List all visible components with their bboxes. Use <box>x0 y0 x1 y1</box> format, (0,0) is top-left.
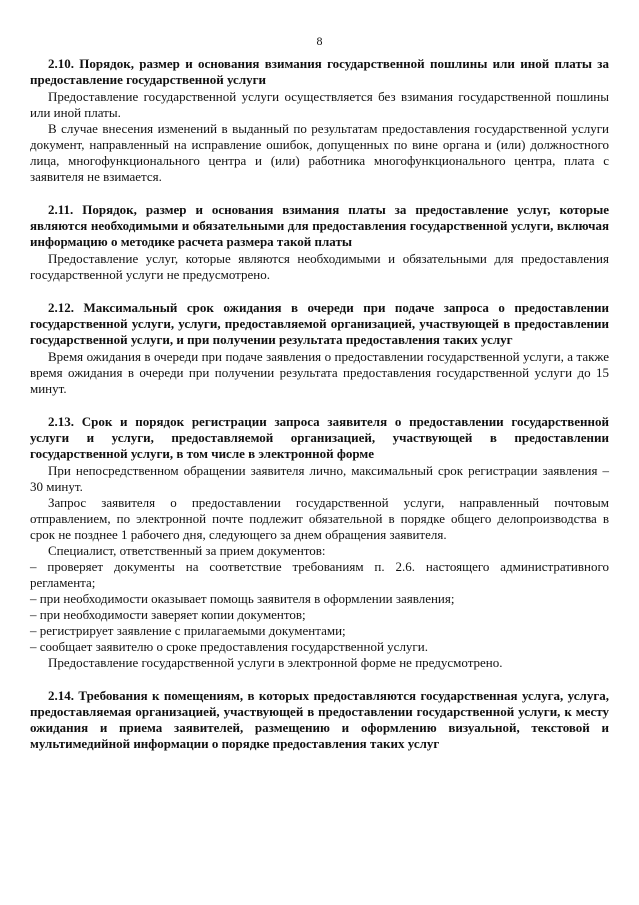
paragraph: При непосредственном обращении заявителя лично, максимальный срок регистрации заявления – 30 минут. <box>30 463 609 494</box>
section-2-10 <box>30 56 609 185</box>
paragraph: Время ожидания в очереди при подаче заявления о предоставлении государственной услуги, а также время ожидания в очереди при получении результата предоставления государственной услуги до 15 минут. <box>30 349 609 396</box>
section-heading: 2.10. Порядок, размер и основания взимания государственной пошлины или иной платы за предоставление государственной услуги <box>30 56 609 87</box>
section-heading: 2.11. Порядок, размер и основания взимания платы за предоставление услуг, которые являются необходимыми и обязательными для предоставления государственной услуги, включая информацию о методике расчета размера такой платы <box>30 202 609 249</box>
list-item: – сообщает заявителю о сроке предоставления государственной услуги. <box>30 639 428 654</box>
section-2-13 <box>30 414 609 671</box>
list-item: – при необходимости оказывает помощь заявителя в оформлении заявления; <box>30 591 455 606</box>
page-number: 8 <box>316 34 323 48</box>
section-heading: 2.13. Срок и порядок регистрации запроса заявителя о предоставлении государственной услуги и услуги, предоставляемой организацией, участвующей в предоставлении государственной услуги, в том числе в электронной форме <box>30 414 609 461</box>
list-item: – регистрирует заявление с прилагаемыми документами; <box>30 623 346 638</box>
section-2-11 <box>30 202 609 283</box>
section-heading: 2.14. Требования к помещениям, в которых предоставляются государственная услуга, услуга, предоставляемая организацией, участвующей в предоставлении государственной услуги, к месту ожидания и приема заявителей, размещению и оформлению визуальной, текстовой и мультимедийной информации о порядке предоставления таких услуг <box>30 688 609 751</box>
paragraph: Специалист, ответственный за прием документов: <box>48 543 326 558</box>
paragraph: Предоставление государственной услуги осуществляется без взимания государственной пошлины или иной платы. <box>30 89 609 120</box>
list-item: – при необходимости заверяет копии документов; <box>30 607 306 622</box>
section-heading: 2.12. Максимальный срок ожидания в очереди при подаче запроса о предоставлении государственной услуги, услуги, предоставляемой организацией, участвующей в предоставлении государственной услуги, и при получении результата предоставления таких услуг <box>30 300 609 347</box>
section-2-14 <box>30 688 609 752</box>
paragraph: Запрос заявителя о предоставлении государственной услуги, направленный почтовым отправлением, по электронной почте подлежит обязательной в порядке общего делопроизводства в срок не позднее 1 рабочего дня, следующего за днем обращения заявителя. <box>30 495 609 542</box>
section-2-12 <box>30 300 609 397</box>
paragraph: Предоставление услуг, которые являются необходимыми и обязательными для предоставления государственной услуги не предусмотрено. <box>30 251 609 282</box>
paragraph: В случае внесения изменений в выданный по результатам предоставления государственной услуги документ, направленный на исправление ошибок, допущенных по вине органа и (или) должностного лица, многофункционального центра и (или) работника многофункционального центра, плата с заявителя не взимается. <box>30 121 609 184</box>
paragraph: Предоставление государственной услуги в электронной форме не предусмотрено. <box>48 655 503 670</box>
list-item: – проверяет документы на соответствие требованиям п. 2.6. настоящего административного регламента; <box>30 559 609 590</box>
